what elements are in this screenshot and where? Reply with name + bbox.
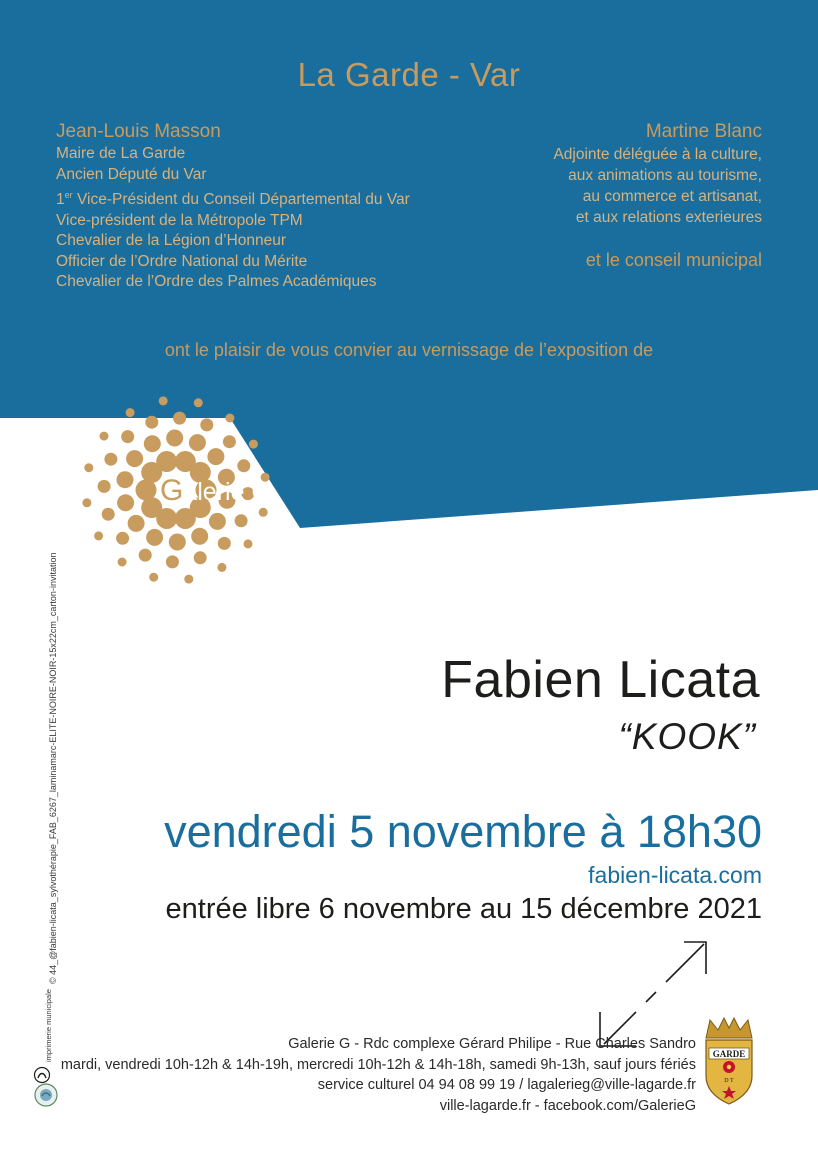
logo-dot: [144, 435, 161, 452]
logo-dot: [84, 463, 93, 472]
la-garde-crest-icon: [700, 1016, 758, 1106]
logo-dot: [118, 558, 127, 567]
logo-dot: [126, 450, 143, 467]
logo-dot: [194, 551, 207, 564]
ordinal-suffix: er: [64, 190, 73, 200]
logo-dot: [159, 396, 168, 405]
host-left-role: Maire de La Garde: [56, 145, 186, 162]
host-left-role: Ancien Député du Var: [56, 165, 207, 183]
host-left-role: Officier de l’Ordre National du Mérite: [56, 252, 308, 270]
logo-dot: [223, 435, 236, 448]
logo-dot: [218, 537, 231, 550]
logo-dot: [237, 459, 250, 472]
logo-dot: [175, 508, 196, 529]
host-right-role: au commerce et artisanat,: [582, 188, 762, 205]
artist-name: Fabien Licata: [441, 651, 760, 709]
logo-dot: [82, 498, 91, 507]
logo-dot: [207, 448, 224, 465]
logo-rest: alerie G: [183, 478, 271, 506]
logo-dot: [121, 430, 134, 443]
logo-dot: [126, 408, 135, 417]
host-right: [553, 120, 762, 271]
opening-date: vendredi 5 novembre à 18h30: [164, 806, 762, 857]
logo-dot: [209, 513, 226, 530]
host-right-name: Martine Blanc: [645, 121, 762, 142]
logo-dot: [225, 414, 234, 423]
gallery-info: [61, 1034, 696, 1116]
invitation-line: ont le plaisir de vous convier au vernissage de l’exposition de: [164, 340, 654, 360]
host-left-role: Chevalier de la Légion d’Honneur: [56, 232, 287, 250]
exhibition-dates: entrée libre 6 novembre au 15 décembre 2021: [165, 893, 762, 925]
logo-dot: [189, 434, 206, 451]
crest-letters: D T: [724, 1078, 734, 1084]
council-line: et le conseil municipal: [585, 250, 762, 270]
host-left-name: Jean-Louis Masson: [56, 121, 221, 142]
logo-dot: [104, 453, 117, 466]
town-title: La Garde - Var: [297, 56, 521, 93]
logo-dot: [156, 451, 177, 472]
logo-dot: [244, 539, 253, 548]
ordinal-prefix: 1: [56, 191, 65, 209]
logo-dot: [145, 416, 158, 429]
logo-dot: [259, 508, 268, 517]
imprint-label: imprimerie municipale: [44, 989, 53, 1062]
logo-dot: [146, 529, 163, 546]
logo-dot: [117, 471, 134, 488]
logo-dot: [194, 398, 203, 407]
logo-dot: [102, 508, 115, 521]
host-left-role-text: Vice-Président du Conseil Départemental du Var: [76, 191, 410, 209]
logo-dot: [94, 531, 103, 540]
gallery-web: ville-lagarde.fr - facebook.com/GalerieG: [439, 1097, 696, 1114]
gallery-hours: mardi, vendredi 10h-12h & 14h-19h, mercredi 10h-12h & 14h-18h, samedi 9h-13h, sauf jours fériés: [60, 1056, 696, 1073]
logo-dot: [116, 532, 129, 545]
logo-dot: [184, 575, 193, 584]
logo-dot: [166, 555, 179, 568]
gallery-contact: service culturel 04 94 08 99 19 / lagalerieg@ville-lagarde.fr: [317, 1077, 696, 1093]
logo-dot: [100, 432, 109, 441]
logo-dot: [98, 480, 111, 493]
logo-dot: [200, 418, 213, 431]
logo-dot: [117, 494, 134, 511]
host-left-role: Chevalier de l’Ordre des Palmes Académiques: [56, 273, 377, 291]
logo-dot: [149, 573, 158, 582]
logo-dot: [235, 514, 248, 527]
host-left: [56, 120, 410, 293]
logo-dot: [173, 412, 186, 425]
logo-dot: [169, 534, 186, 551]
artist-website-link[interactable]: fabien-licata.com: [588, 862, 762, 888]
logo-initial: G: [160, 474, 184, 507]
logo-dot: [217, 563, 226, 572]
gallery-address: Galerie G - Rdc complexe Gérard Philipe - Rue Charles Sandro: [288, 1036, 696, 1052]
logo-dot: [249, 440, 258, 449]
logo-dot: [139, 549, 152, 562]
partner-logo-icon: [33, 1082, 59, 1108]
host-right-role: et aux relations exterieures: [575, 209, 762, 226]
host-left-role: [56, 185, 410, 211]
logo-dot: [191, 528, 208, 545]
photo-credit: © 44_@fabien-licata_sylvothérapie_FAB_6267_laminamarc-ELITE-NOIRE-NOIR-15x22cm_carton-invitation: [48, 552, 58, 984]
host-left-role: Vice-président de la Métropole TPM: [56, 211, 303, 229]
crest-label: GARDE: [712, 1049, 746, 1059]
host-right-role: Adjointe déléguée à la culture,: [553, 146, 762, 163]
logo-dot: [128, 515, 145, 532]
galerie-g-logo-text: [160, 474, 271, 508]
logo-dot: [166, 430, 183, 447]
host-right-role: aux animations au tourisme,: [568, 167, 762, 184]
exhibition-title: “KOOK”: [618, 716, 756, 757]
